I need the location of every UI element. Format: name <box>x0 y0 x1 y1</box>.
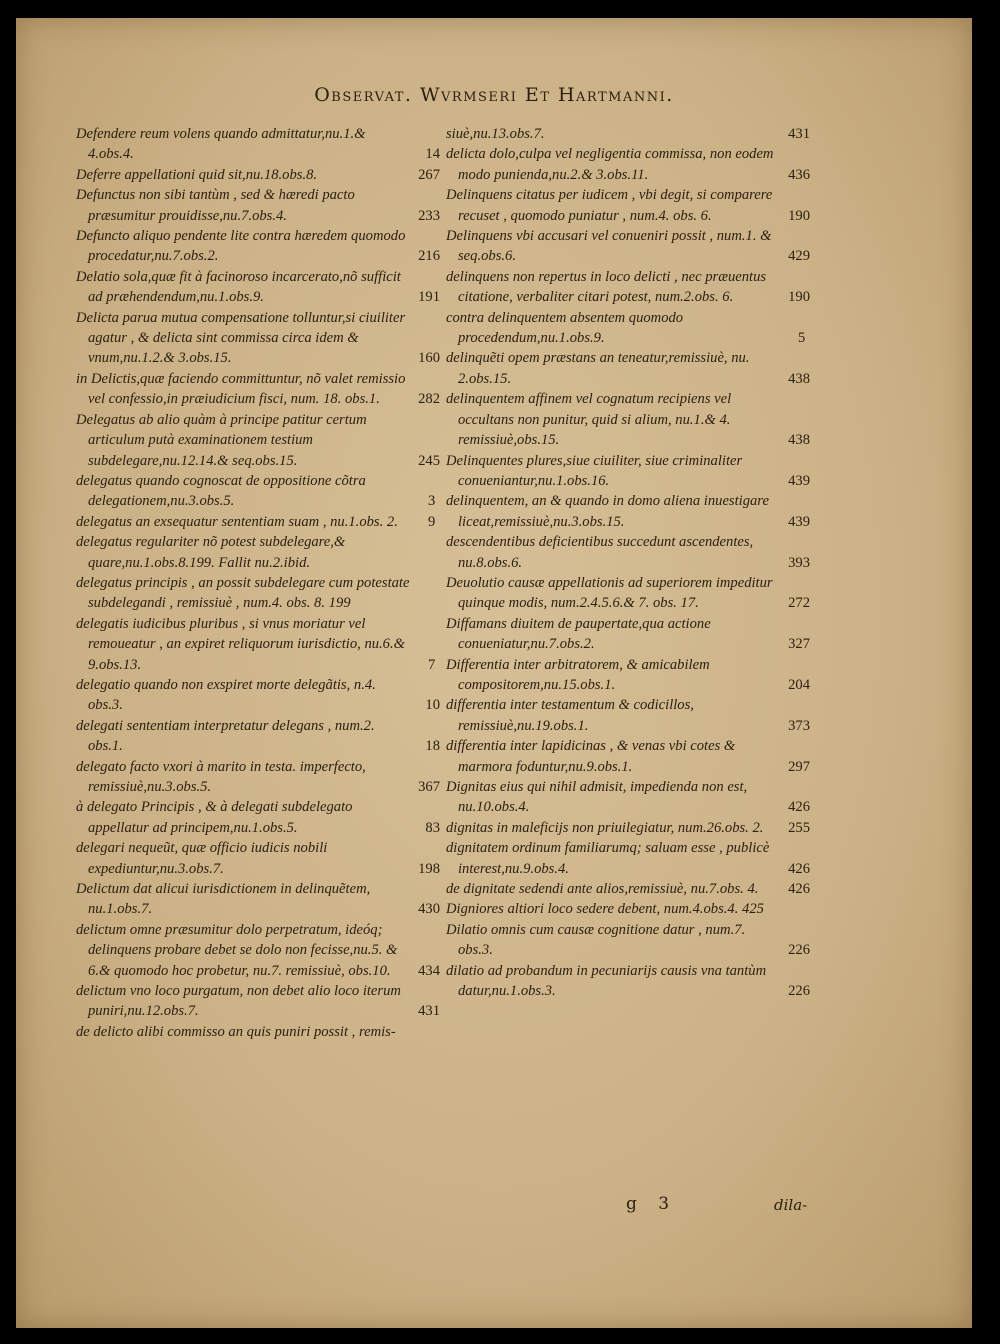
entry-text: delicta dolo,culpa vel negligentia commissa, non eodem modo punienda,nu.2.& 3.obs.11. <box>446 146 774 183</box>
entry-text: differentia inter lapidicinas , & venas vbi cotes & marmora foduntur,nu.9.obs.1. <box>446 738 736 775</box>
entry-text: de delicto alibi commisso an quis puniri possit , remis- <box>76 1023 396 1040</box>
index-entry <box>76 1022 440 1042</box>
entry-text: delegari nequeũt, quæ officio iudicis nobili expediuntur,nu.3.obs.7. <box>76 840 328 877</box>
signature-mark: g 3 <box>626 1194 678 1214</box>
entry-text: delegatus an exsequatur sententiam suam , nu.1.obs. 2. <box>76 513 398 530</box>
index-entry <box>76 879 440 920</box>
entry-text: delegato facto vxori à marito in testa. imperfecto, remissiuè,nu.3.obs.5. <box>76 758 366 795</box>
entry-text: Delinquens vbi accusari vel conueniri possit , num.1. & seq.obs.6. <box>446 228 772 265</box>
entry-text: dignitas in maleficijs non priuilegiatur, num.26.obs. 2. <box>446 819 764 836</box>
index-entry <box>76 308 440 369</box>
index-entry <box>446 920 810 961</box>
entry-text: Dilatio omnis cum causæ cognitione datur , num.7. obs.3. <box>446 921 746 959</box>
entry-text: Delicta parua mutua compensatione tolluntur,si ciuiliter agatur , & delicta sint commissa circa idem & vnum,nu.1.2.& 3.obs.15. <box>76 309 406 367</box>
index-entry <box>76 797 440 838</box>
entry-page-number: 198 <box>418 860 440 877</box>
index-entry <box>446 818 810 838</box>
index-entry: delegatus quando cognoscat de oppositione cõtra delegationem,nu.3.obs.5. 3 <box>76 472 436 510</box>
entry-text: Delegatus ab alio quàm à principe patitur certum articulum putà examinationem testium subdelegare,nu.12.14.& seq.obs.15. <box>76 411 367 469</box>
entry-text: delinquentem affinem vel cognatum recipiens vel occultans non punitur, quid si alium, nu.1.& 4. remissiuè,obs.15. <box>446 391 732 449</box>
entry-page-number: 255 <box>788 819 810 836</box>
entry-page-number: 429 <box>788 248 810 265</box>
index-entry <box>76 410 440 471</box>
entry-text: Delictum dat alicui iurisdictionem in delinquẽtem, nu.1.obs.7. <box>76 881 371 918</box>
entry-page-number: 190 <box>788 207 810 224</box>
entry-text: de dignitate sedendi ante alios,remissiuè, nu.7.obs. 4. <box>446 881 759 898</box>
entry-page-number: 438 <box>788 432 810 449</box>
index-entry <box>76 124 440 165</box>
entry-text: Delatio sola,quæ fit à facinoroso incarcerato,nõ sufficit ad præhendendum,nu.1.obs.9. <box>76 268 401 306</box>
index-entry <box>446 348 810 389</box>
index-entry <box>446 838 810 879</box>
index-entry <box>446 124 810 144</box>
entry-text: delinquens non repertus in loco delicti , nec præuentus citatione, verbaliter citari potest, num.2.obs. 6. <box>446 268 767 306</box>
index-entry: delegatus an exsequatur sententiam suam , nu.1.obs. 2. 9 <box>76 513 436 530</box>
index-entry <box>446 655 810 696</box>
index-entry <box>76 920 440 981</box>
entry-text: Differentia inter arbitratorem, & amicabilem compositorem,nu.15.obs.1. <box>446 656 710 693</box>
index-entry <box>76 675 440 716</box>
entry-text: delegatio quando non exspiret morte delegãtis, n.4. obs.3. <box>76 676 376 714</box>
index-entry <box>446 185 810 226</box>
entry-text: differentia inter testamentum & codicillos, remissiuè,nu.19.obs.1. <box>446 697 694 734</box>
entry-page-number: 438 <box>788 370 810 387</box>
index-entry <box>446 389 810 450</box>
index-entry <box>446 491 810 532</box>
entry-page-number: 226 <box>788 942 810 959</box>
entry-page-number: 373 <box>788 717 810 734</box>
index-entry <box>446 736 810 777</box>
running-header: Observat. Wvrmseri Et Hartmanni. <box>314 84 674 106</box>
entry-text: delictum omne præsumitur dolo perpetratum, ideóq; delinquens probare debet se dolo non fecisse,nu.5. & 6.& quomodo hoc probetur, nu.7. remissiuè, obs.10. <box>76 921 398 979</box>
index-entry <box>76 185 440 226</box>
index-entry <box>446 144 810 185</box>
entry-page-number: 191 <box>418 289 440 306</box>
index-entry <box>446 573 810 614</box>
index-entry: delegatis iudicibus pluribus , si vnus moriatur vel remoueatur , an expiret reliquorum iurisdictio, nu.6.& 9.obs.13. 7 <box>76 615 436 673</box>
entry-text: delegatus principis , an possit subdelegare cum potestate subdelegandi , remissiuè , num.4. obs. 8. 199 <box>76 574 410 612</box>
entry-text: Deuolutio causæ appellationis ad superiorem impeditur quinque modis, num.2.4.5.6.& 7. obs. 17. <box>446 574 773 612</box>
entry-text: in Delictis,quæ faciendo committuntur, nõ valet remissio vel confessio,in præiudicium fisci, num. 18. obs.1. <box>76 370 406 408</box>
index-entry <box>446 879 810 899</box>
entry-page-number: 439 <box>788 472 810 489</box>
entry-page-number: 83 <box>425 819 440 836</box>
entry-page-number: 14 <box>425 146 440 163</box>
entry-page-number: 439 <box>788 513 810 530</box>
entry-page-number: 272 <box>788 595 810 612</box>
entry-text: Delinquentes plures,siue ciuiliter, siue criminaliter conueniantur,nu.1.obs.16. <box>446 452 743 489</box>
index-entry <box>446 777 810 818</box>
entry-page-number: 160 <box>418 350 440 367</box>
entry-page-number: 267 <box>418 166 440 183</box>
entry-page-number: 245 <box>418 452 440 469</box>
entry-page-number: 426 <box>788 860 810 877</box>
index-entry <box>76 369 440 410</box>
entry-text: delegatus regulariter nõ potest subdelegare,& quare,nu.1.obs.8.199. Fallit nu.2.ibid. <box>76 534 346 571</box>
index-entry <box>76 267 440 308</box>
index-entry <box>446 267 810 308</box>
catchword: dila- <box>774 1196 808 1214</box>
entry-text: Delinquens citatus per iudicem , vbi degit, si comparere recuset , quomodo puniatur , num.4. obs. 6. <box>446 187 773 224</box>
entry-text: descendentibus deficientibus succedunt ascendentes, nu.8.obs.6. <box>446 534 754 571</box>
entry-page-number: 282 <box>418 391 440 408</box>
index-entry <box>76 716 440 757</box>
index-entry <box>446 961 810 1002</box>
entry-text: Diffamans diuitem de paupertate,qua actione conueniatur,nu.7.obs.2. <box>446 615 711 653</box>
index-entry <box>76 165 440 185</box>
entry-text: delictum vno loco purgatum, non debet alio loco iterum puniri,nu.12.obs.7. <box>76 983 401 1020</box>
index-column-right <box>446 124 810 1001</box>
index-entry <box>446 614 810 655</box>
entry-text: delegatis iudicibus pluribus , si vnus moriatur vel remoueatur , an expiret reliquorum iurisdictio, nu.6.& 9.obs.13. <box>76 615 405 673</box>
entry-page-number: 426 <box>788 799 810 816</box>
entry-page-number: 233 <box>418 207 440 224</box>
entry-text: Defunctus non sibi tantùm , sed & hæredi pacto præsumitur prouidisse,nu.7.obs.4. <box>76 187 355 224</box>
index-entry <box>446 532 810 573</box>
entry-page-number: 204 <box>788 676 810 693</box>
entry-text: delinquẽti opem præstans an teneatur,remissiuè, nu. 2.obs.15. <box>446 350 750 387</box>
entry-page-number: 226 <box>788 983 810 1000</box>
entry-page-number: 436 <box>788 166 810 183</box>
entry-page-number: 434 <box>418 962 440 979</box>
entry-text: Defendere reum volens quando admittatur,nu.1.& 4.obs.4. <box>76 126 366 163</box>
entry-text: dilatio ad probandum in pecuniarijs causis vna tantùm datur,nu.1.obs.3. <box>446 962 767 1000</box>
index-entry <box>446 899 810 919</box>
entry-page-number: 18 <box>425 738 440 755</box>
entry-page-number: 393 <box>788 554 810 571</box>
entry-page-number: 216 <box>418 248 440 265</box>
entry-page-number: 297 <box>788 758 810 775</box>
entry-page-number: 327 <box>788 636 810 653</box>
entry-page-number: 430 <box>418 901 440 918</box>
entry-page-number: 431 <box>788 126 810 142</box>
entry-text: Defuncto aliquo pendente lite contra hæredem quomodo procedatur,nu.7.obs.2. <box>76 228 406 265</box>
index-entry <box>446 695 810 736</box>
index-entry <box>76 532 440 573</box>
entry-page-number: 367 <box>418 779 440 795</box>
entry-text: dignitatem ordinum familiarumq; saluam esse , publicè interest,nu.9.obs.4. <box>446 840 770 877</box>
entry-page-number: 426 <box>788 881 810 898</box>
entry-text: Dignitas eius qui nihil admisit, impedienda non est, nu.10.obs.4. <box>446 779 748 816</box>
entry-text: Deferre appellationi quid sit,nu.18.obs.8. <box>76 166 318 183</box>
entry-text: à delegato Principis , & à delegati subdelegato appellatur ad principem,nu.1.obs.5. <box>76 799 353 836</box>
entry-text: delinquentem, an & quando in domo aliena inuestigare liceat,remissiuè,nu.3.obs.15. <box>446 493 769 530</box>
entry-text: delegati sententiam interpretatur delegans , num.2. obs.1. <box>76 717 375 755</box>
entry-page-number: 10 <box>425 697 440 714</box>
index-entry <box>76 757 440 798</box>
index-entry: contra delinquentem absentem quomodo procedendum,nu.1.obs.9. 5 <box>446 309 806 347</box>
index-entry <box>446 226 810 267</box>
index-entry <box>446 451 810 492</box>
entry-text: Digniores altiori loco sedere debent, num.4.obs.4. 425 <box>446 901 764 918</box>
index-column-left <box>76 124 440 1042</box>
index-entry <box>76 573 440 614</box>
index-entry <box>76 838 440 879</box>
entry-text: contra delinquentem absentem quomodo procedendum,nu.1.obs.9. <box>446 309 684 347</box>
index-entry <box>76 226 440 267</box>
entry-page-number: 190 <box>788 289 810 306</box>
book-page <box>16 18 972 1328</box>
entry-text: siuè,nu.13.obs.7. <box>446 126 545 142</box>
index-entry <box>76 981 440 1022</box>
entry-page-number: 431 <box>418 1003 440 1020</box>
entry-text: delegatus quando cognoscat de oppositione cõtra delegationem,nu.3.obs.5. <box>76 472 366 510</box>
